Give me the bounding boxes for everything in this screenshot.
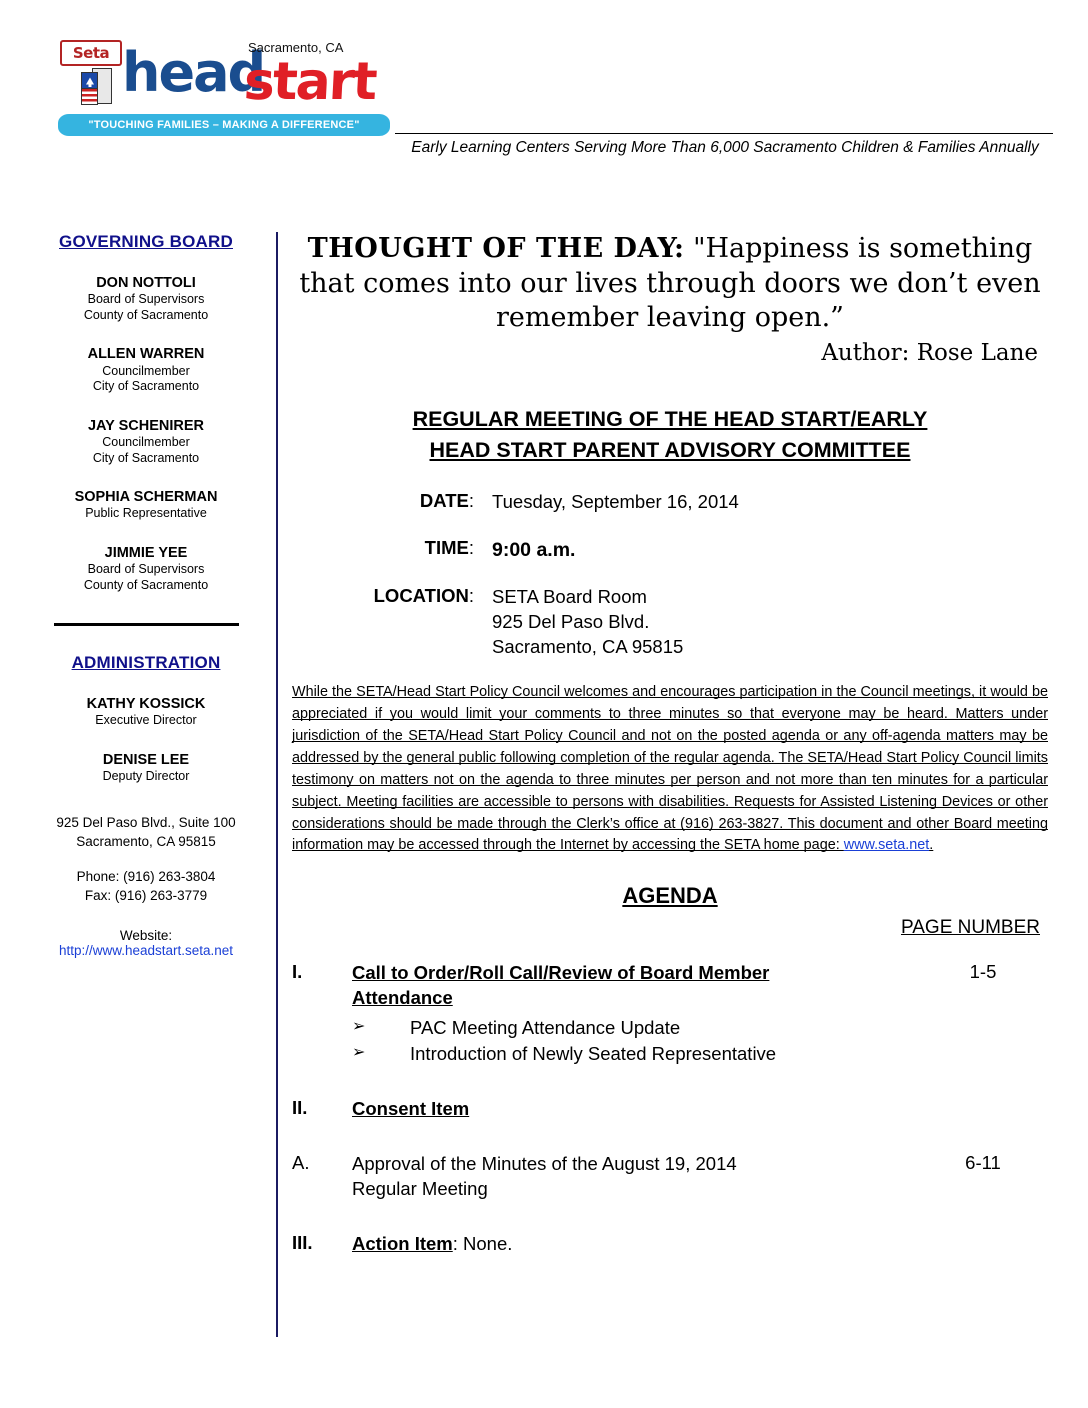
main-content [292,232,1048,1265]
contact-spacer [30,852,262,867]
board-member-role-2: County of Sacramento [83,307,209,322]
location-line-1: SETA Board Room [492,586,647,608]
meeting-title-line-1: REGULAR MEETING OF THE HEAD START/EARLY [412,406,928,431]
agenda-item-3-body [352,1232,918,1257]
logo-word-head: head [122,41,265,104]
governing-board-heading: GOVERNING BOARD [59,232,233,251]
administration-member-name: KATHY KOSSICK [86,696,206,713]
agenda-item-a-body [352,1152,918,1202]
agenda-spacer-2 [292,1130,1048,1152]
board-member-role-2: City of Sacramento [92,450,200,465]
agenda-item-3-value: : None. [452,1232,513,1254]
board-member-3 [30,488,262,522]
board-member-2 [30,417,262,466]
header-subtitle: Early Learning Centers Serving More Than 6,000 Sacramento Children & Families Annually [411,139,1039,156]
meeting-title-line-2: HEAD START PARENT ADVISORY COMMITTEE [429,437,911,462]
agenda-item-2-body [352,1097,918,1122]
agenda-item-3-numeral: III. [292,1231,313,1253]
agenda-item-3-pages [918,1232,1048,1257]
contact-address-line-2: Sacramento, CA 95815 [76,834,216,850]
agenda-item-a [292,1152,1048,1202]
board-member-name: JIMMIE YEE [104,544,188,561]
detail-label-location-text: LOCATION [373,585,469,607]
agenda-bullet-0-text: PAC Meeting Attendance Update [410,1017,681,1039]
administration-member-0 [30,695,262,729]
board-member-role-1: Councilmember [102,363,190,378]
logo-tagline-banner [58,114,390,136]
detail-value-date: Tuesday, September 16, 2014 [492,490,739,512]
agenda-list [292,961,1048,1257]
agenda-item-a-title-line-2: Regular Meeting [352,1177,488,1199]
board-member-role-2: City of Sacramento [92,379,200,394]
column-divider [276,232,278,1337]
notice-tail-text: . [929,837,934,854]
board-member-name: ALLEN WARREN [87,346,205,363]
agenda-item-1-title-line-1: Call to Order/Roll Call/Review of Board Member [352,962,770,984]
detail-label-date-text: DATE [419,489,469,511]
administration-member-role: Deputy Director [102,769,190,784]
board-member-1 [30,345,262,394]
logo-tagline-text: "TOUCHING FAMILIES – MAKING A DIFFERENCE" [88,119,360,131]
agenda-bullet-1-text: Introduction of Newly Seated Representative [410,1043,777,1065]
board-member-role-1: Board of Supervisors [87,562,205,576]
board-member-role-2: County of Sacramento [83,577,209,592]
seta-home-page-link[interactable]: www.seta.net [843,837,930,854]
detail-value-location [492,585,683,660]
logo-word-start: start [242,52,377,112]
contact-phone: Phone: (916) 263-3804 [76,868,216,884]
contact-block [30,813,262,906]
sidebar [30,232,262,958]
contact-fax: Fax: (916) 263-3779 [84,888,208,904]
board-member-4 [30,544,262,593]
detail-row-time [292,537,1048,563]
board-member-name: SOPHIA SCHERMAN [74,489,218,506]
agenda-item-a-title-line-1: Approval of the Minutes of the August 19, 2014 [352,1152,737,1174]
thought-author: Author: Rose Lane [821,339,1038,366]
header-divider-rule [395,133,1053,134]
seta-badge-label: Seta [72,43,110,62]
agenda-item-3-title: Action Item [352,1232,453,1254]
detail-value-time: 9:00 a.m. [492,538,576,561]
detail-label-time: TIME: [424,536,474,558]
page-number-heading-text: PAGE NUMBER [900,917,1040,939]
website-link[interactable]: http://www.headstart.seta.net [58,943,234,958]
detail-label-location: LOCATION: [373,585,474,607]
contact-address-line-1: 925 Del Paso Blvd., Suite 100 [56,814,236,830]
agenda-item-3 [292,1232,1048,1257]
website-label: Website: [119,928,173,943]
detail-row-location [292,585,1048,660]
detail-label-time-text: TIME [424,536,469,558]
board-member-name: DON NOTTOLI [96,275,196,291]
detail-label-date: DATE: [419,489,474,511]
meeting-title [292,404,1048,466]
page-header [0,0,1088,170]
agenda-item-1-numeral: I. [292,961,303,983]
seta-head-start-logo [52,38,392,138]
administration-heading-wrap [30,653,262,673]
agenda-item-2-pages [918,1097,1048,1122]
agenda-item-2-numeral: II. [292,1097,308,1119]
board-member-0 [30,274,262,323]
thought-of-the-day [292,232,1048,336]
agenda-heading-text: AGENDA [622,883,718,909]
agenda-spacer-1 [292,1075,1048,1097]
thought-quote: "Happiness is something that comes into our lives through doors we don’t even remember leaving open.” [299,233,1041,334]
agenda-item-2-title: Consent Item [352,1098,470,1120]
administration-member-role: Executive Director [95,713,197,728]
page-number-column-heading [292,917,1048,939]
location-line-2: 925 Del Paso Blvd. [492,611,650,633]
arrow-bullet-icon: ➢ [352,1016,366,1036]
agenda-item-1-title-line-2: Attendance [352,987,453,1009]
arrow-head-shape [86,77,94,84]
administration-member-1 [30,751,262,785]
agenda-item-1 [292,961,1048,1067]
block-flag-shape [81,88,98,105]
agenda-item-1-pages: 1-5 [969,961,997,983]
arrow-bullet-icon: ➢ [352,1042,366,1062]
agenda-item-a-pages: 6-11 [965,1151,1001,1173]
agenda-item-1-bullets [352,1015,918,1067]
agenda-item-a-letter: A. [292,1151,310,1173]
board-member-role-1: Councilmember [102,434,190,449]
administration-member-name: DENISE LEE [102,752,190,768]
public-participation-notice [292,682,1048,857]
agenda-item-1-body [352,961,918,1067]
agenda-heading [292,883,1048,909]
thought-label: THOUGHT OF THE DAY: [307,233,685,264]
agenda-item-2 [292,1097,1048,1122]
notice-body-text: While the SETA/Head Start Policy Council welcomes and encourages participation in the Council meetings, it would be appreciated if you would limit your comments to three minutes so that everyone may be heard. Matters under jurisdiction of the SETA/Head Start Policy Council and not on the posted agenda or any off-agenda matters may be addressed by the general public following completion of the regular agenda. The SETA/Head Start Policy Council limits testimony on matters not on the agenda to three minutes per person and not more than ten minutes for a particular subject. Meeting facilities are accessible to persons with disabilities. Requests for Assisted Listening Devices or other considerations should be made through the Clerk’s office at (916) 263-3827. This document and other Board meeting information may be accessed through the Internet by accessing the SETA home page: [292,684,1048,854]
logo-city-label: Sacramento, CA [248,40,344,55]
detail-row-date [292,490,1048,515]
block-arrow-shape [81,72,98,89]
sidebar-horizontal-rule [54,623,239,626]
meeting-details [292,490,1048,660]
board-member-name: JAY SCHENIRER [87,417,205,434]
seta-badge-icon [60,40,122,66]
building-blocks-icon [78,68,116,108]
agenda-bullet-1 [352,1041,918,1067]
administration-heading: ADMINISTRATION [71,653,221,673]
agenda-spacer-3 [292,1210,1048,1232]
agenda-bullet-0 [352,1015,918,1041]
location-line-3: Sacramento, CA 95815 [492,636,684,658]
board-member-role-1: Board of Supervisors [87,292,205,307]
board-member-role-1: Public Representative [85,506,207,521]
